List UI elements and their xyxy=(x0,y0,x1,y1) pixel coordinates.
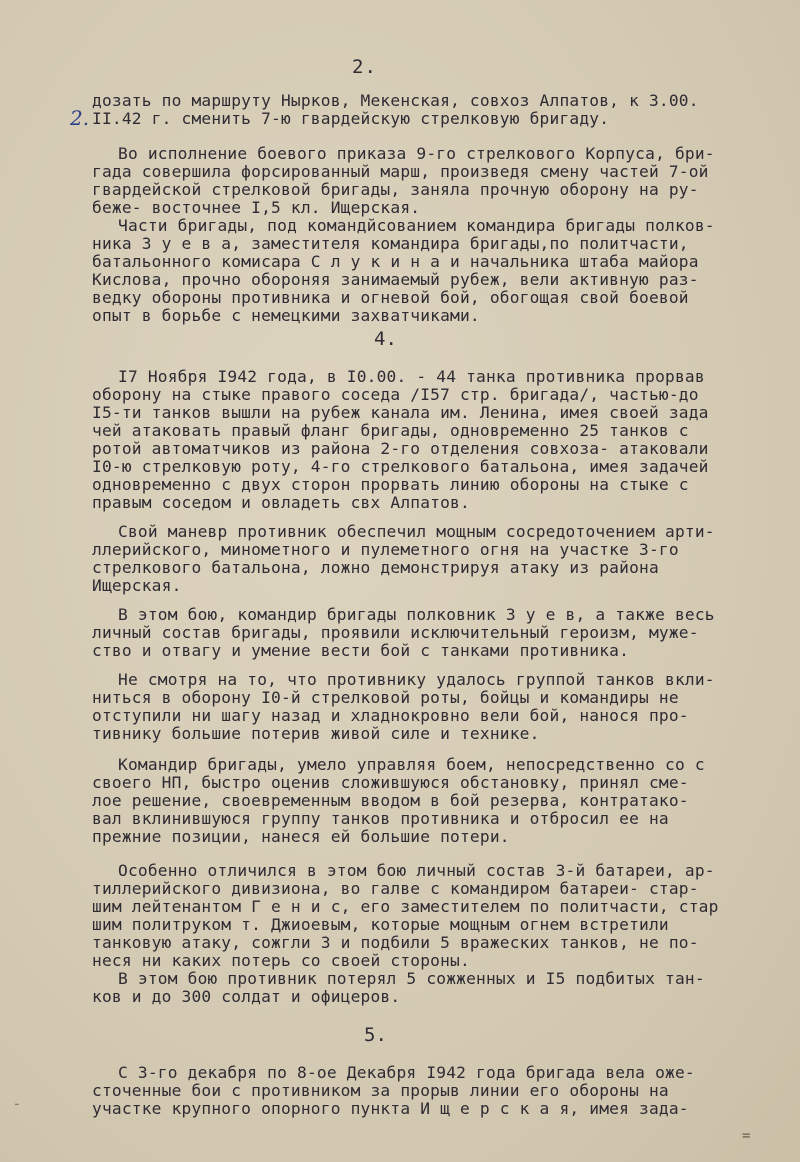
text-line: оборону на стыке правого соседа /I57 стр. бригада/, частью-до xyxy=(92,385,699,404)
text-line: одновременно с двух сторон прорвать линию обороны на стыке с xyxy=(92,475,689,494)
text-line: ллерийского, минометного и пулеметного огня на участке 3-го xyxy=(92,540,679,559)
text-line: гвардейской стрелковой бригады, заняла прочную оборону на ру- xyxy=(92,180,699,199)
text-line: ков и до 300 солдат и офицеров. xyxy=(92,987,401,1006)
section-number: 4. xyxy=(374,328,397,350)
text-line: ниться в оборону I0-й стрелковой роты, бойцы и командиры не xyxy=(92,688,679,707)
text-line: гада совершила форсированный марш, произведя смену частей 7-ой xyxy=(92,162,709,181)
text-line: беже- восточнее I,5 кл. Ищерская. xyxy=(92,198,421,217)
text-line: правым соседом и овладеть свх Алпатов. xyxy=(92,493,470,512)
text-line: танковую атаку, сожгли 3 и подбили 5 вражеских танков, не по- xyxy=(92,933,699,952)
text-line: шим политруком т. Джиоевым, которые мощным огнем встретили xyxy=(92,915,669,934)
text-line: Части бригады, под командйсованием командира бригады полков- xyxy=(118,216,715,235)
text-line: Во исполнение боевого приказа 9-го стрелкового Корпуса, бри- xyxy=(118,144,715,163)
handwritten-margin-note: 2. xyxy=(70,106,90,130)
text-line: дозать по маршруту Нырков, Мекенская, совхоз Алпатов, к 3.00. xyxy=(92,91,699,110)
text-line: С 3-го декабря по 8-ое Декабря I942 года бригада вела оже- xyxy=(118,1063,695,1082)
text-line: II.42 г. сменить 7-ю гвардейскую стрелковую бригаду. xyxy=(92,109,610,128)
text-line: тивнику большие потерив живой силе и технике. xyxy=(92,724,540,743)
text-line: тиллерийского дивизиона, во галве с командиром батареи- стар- xyxy=(92,879,699,898)
text-line: ротой автоматчиков из района 2-го отделения совхоза- атаковали xyxy=(92,439,709,458)
text-line: В этом бою противник потерял 5 сожженных и I5 подбитых тан- xyxy=(118,969,705,988)
text-line: I5-ти танков вышли на рубеж канала им. Ленина, имея своей зада xyxy=(92,403,709,422)
text-line: отступили ни шагу назад и хладнокровно вели бой, нанося про- xyxy=(92,706,689,725)
text-line: I7 Ноября I942 года, в I0.00. - 44 танка противника прорвав xyxy=(118,367,705,386)
text-line: I0-ю стрелковую роту, 4-го стрелкового батальона, имея задачей xyxy=(92,457,709,476)
margin-mark: - xyxy=(12,1094,22,1113)
text-line: батальонного комисара С л у к и н а и начальника штаба майора xyxy=(92,252,699,271)
text-line: неся ни каких потерь со своей стороны. xyxy=(92,951,470,970)
text-line: Не смотря на то, что противнику удалось группой танков вкли- xyxy=(118,670,715,689)
page-number: 2. xyxy=(352,56,377,78)
text-line: личный состав бригады, проявили исключительный героизм, муже- xyxy=(92,623,699,642)
text-line: участке крупного опорного пункта И щ е р с к а я, имея зада- xyxy=(92,1099,689,1118)
text-line: Ищерская. xyxy=(92,576,182,595)
text-line: прежние позиции, нанеся ей большие потери. xyxy=(92,827,510,846)
text-line: Особенно отличился в этом бою личный состав 3-й батареи, ар- xyxy=(118,861,715,880)
text-line: Командир бригады, умело управляя боем, непосредственно со с xyxy=(118,755,705,774)
text-line: ство и отвагу и умение вести бой с танками противника. xyxy=(92,641,630,660)
text-line: шим лейтенантом Г е н и с, его заместителем по политчасти, стар xyxy=(92,897,719,916)
corner-mark: = xyxy=(742,1128,751,1144)
text-line: Кислова, прочно обороняя занимаемый рубеж, вели активную раз- xyxy=(92,270,699,289)
section-number: 5. xyxy=(364,1024,387,1046)
text-line: лое решение, своевременным вводом в бой резерва, контратако- xyxy=(92,791,689,810)
text-line: Свой маневр противник обеспечил мощным сосредоточением арти- xyxy=(118,522,715,541)
text-line: стрелкового батальона, ложно демонстрируя атаку из района xyxy=(92,558,659,577)
text-line: своего НП, быстро оценив сложившуюся обстановку, принял сме- xyxy=(92,773,689,792)
text-line: вал вклинившуюся группу танков противника и отбросил ее на xyxy=(92,809,669,828)
text-line: ника З у е в а, заместителя командира бригады,по политчасти, xyxy=(92,234,689,253)
text-line: ведку обороны противника и огневой бой, обогощая свой боевой xyxy=(92,288,689,307)
text-line: чей атаковать правый фланг бригады, одновременно 25 танков с xyxy=(92,421,689,440)
text-line: опыт в борьбе с немецкими захватчиками. xyxy=(92,306,480,325)
text-line: В этом бою, командир бригады полковник З у е в, а также весь xyxy=(118,605,715,624)
text-line: сточенные бои с противником за прорыв линии его обороны на xyxy=(92,1081,669,1100)
